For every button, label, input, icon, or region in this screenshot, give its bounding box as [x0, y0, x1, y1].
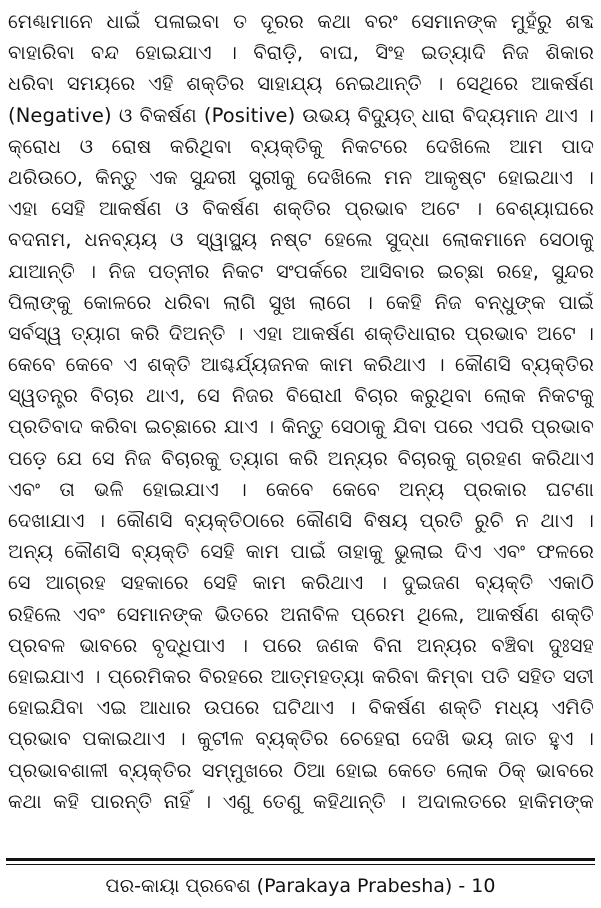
text-line: (Negative) ଓ ବିକର୍ଷଣ (Positive) ଉଭୟ ବିଦ୍ୟୁତ୍ ଧାରା ବିଦ୍ୟମାନ ଥାଏ ।	[8, 103, 594, 127]
text-line: କେବେ କେବେ ଏ ଶକ୍ତି ଆଶ୍ଚର୍ଯ୍ୟଜନକ କାମ କରିଥାଏ । କୌଣସି ବ୍ୟକ୍ତିର	[8, 353, 594, 377]
text-line: ଦେଖାଯାଏ । କୌଣସି ବ୍ୟକ୍ତିଠାରେ କୌଣସି ବିଷୟ ପ୍ରତି ରୁଚି ନ ଥାଏ ।	[8, 509, 594, 532]
text-line: ଥରିଉଠେ, କିନ୍ତୁ ଏକ ସୁନ୍ଦରୀ ସ୍ତ୍ରୀକୁ ଦେଖିଲେ ମନ ଆକୃଷ୍ଟ ହୋଇଥାଏ ।	[8, 165, 594, 189]
text-line: ବାହାରିବା ବନ୍ଦ ହୋଇଯାଏ । ବିରାଡ଼ି, ବାଘ, ସିଂହ ଇତ୍ୟାଦି ନିଜ ଶିକାର	[8, 41, 594, 65]
text-line: ପ୍ରତିବାଦ କରିବା ଇଚ୍ଛାରେ ଯାଏ । କିନ୍ତୁ ସେଠାକୁ ଯିବା ପରେ ଏପରି ପ୍ରଭାବ	[8, 415, 594, 439]
text-line: କ୍ରୋଧ ଓ ରୋଷ କରିଥିବା ବ୍ୟକ୍ତିକୁ ନିକଟରେ ଦେଖିଲେ ଆମ ପାଦ	[8, 134, 594, 158]
text-line: ପିଲାଙ୍କୁ କୋଳରେ ଧରିବା ଲାଗି ସୁଖ ଲାଗେ । କେହି ନିଜ ବନ୍ଧୁଙ୍କ ପାଇଁ	[8, 290, 594, 314]
text-line: ଅନ୍ୟ କୌଣସି ବ୍ୟକ୍ତି ସେହି କାମ ପାଇଁ ତାହାକୁ ଭୁଲାଇ ଦିଏ ଏବଂ ଫଳରେ	[8, 540, 594, 564]
text-line: କଥା କହି ପାରନ୍ତି ନାହିଁ । ଏଣୁ ତେଣୁ କହିଥାନ୍ତି । ଅଦାଲତରେ ହାକିମଙ୍କ	[8, 789, 594, 813]
text-line: ଏବଂ ତା ଭଳି ହୋଇଯାଏ । କେବେ କେବେ ଅନ୍ୟ ପ୍ରକାର ଘଟଣା	[8, 477, 594, 501]
text-line: ଏହା ସେହି ଆକର୍ଷଣ ଓ ବିକର୍ଷଣ ଶକ୍ତିର ପ୍ରଭାବ ଅଟେ । ବେଶ୍ୟାଘରେ	[8, 197, 594, 221]
text-line: ପ୍ରଭାବ ପକାଇଥାଏ । କୁଟୀଳ ବ୍ୟକ୍ତିର ଚେହେରା ଦେଖି ଭୟ ଜାତ ହୁଏ ।	[8, 727, 594, 751]
text-line: ସ୍ୱତନ୍ତ୍ର ବିଚାର ଥାଏ, ସେ ନିଜର ବିରୋଧୀ ବିଚାର କରୁଥିବା ଲୋକ ନିକଟକୁ	[8, 384, 594, 408]
body-text	[8, 6, 594, 817]
page-footer: ପର-କାୟା ପ୍ରବେଶ (Parakaya Prabesha) - 10	[105, 875, 496, 897]
text-line: ହୋଇଯିବା ଏଇ ଆଧାର ଉପରେ ଘଟିଥାଏ । ବିକର୍ଷଣ ଶକ୍ତି ମଧ୍ୟ ଏମିତି	[8, 696, 594, 720]
text-line: ମେଣ୍ଢାମାନେ ଧାଇଁ ପଳାଇବା ତ ଦୂରର କଥା ବରଂ ସେମାନଙ୍କ ମୁହଁରୁ ଶବ୍ଦ	[8, 10, 594, 33]
text-line: ପ୍ରଭାବଶାଳୀ ବ୍ୟକ୍ତିର ସମ୍ମୁଖରେ ଠିଆ ହୋଇ କେତେ ଲୋକ ଠିକ୍ ଭାବରେ	[8, 758, 594, 782]
text-line: ସର୍ବସ୍ୱ ତ୍ୟାଗ କରି ଦିଅନ୍ତି । ଏହା ଆକର୍ଷଣ ଶକ୍ତିଧାରାର ପ୍ରଭାବ ଅଟେ ।	[8, 321, 594, 345]
footer-rule-thin	[6, 864, 595, 865]
footer-rule-thick	[6, 858, 595, 861]
text-line: ଧରିବା ସମୟରେ ଏହି ଶକ୍ତିର ସାହାଯ୍ୟ ନେଇଥାନ୍ତି । ସେଥିରେ ଆକର୍ଷଣ	[8, 72, 594, 96]
text-line: ହୋଇଯାଏ । ପ୍ରେମିକର ବିରହରେ ଆତ୍ମହତ୍ୟା କରିବା କିମ୍ବା ପତି ସହିତ ସତୀ	[8, 664, 594, 688]
text-line: ବଦନାମ, ଧନବ୍ୟୟ ଓ ସ୍ୱାସ୍ଥ୍ୟ ନଷ୍ଟ ହେଲେ ସୁଦ୍ଧା ଲୋକମାନେ ସେଠାକୁ	[8, 228, 594, 252]
text-line: ପ୍ରବଳ ଭାବରେ ବୃଦ୍ଧିପାଏ । ପରେ ଜଣକ ବିନା ଅନ୍ୟର ବଞ୍ଚିବା ଦୁଃସହ	[8, 633, 594, 657]
text-line: ପଡ଼େ ଯେ ସେ ନିଜ ବିଚାରକୁ ତ୍ୟାଗ କରି ଅନ୍ୟର ବିଚାରକୁ ଗ୍ରହଣ କରିଥାଏ	[8, 446, 594, 470]
text-line: ସେ ଆଗ୍ରହ ସହକାରେ ସେହି କାମ କରିଥାଏ । ଦୁଇଜଣ ବ୍ୟକ୍ତି ଏକାଠି	[8, 571, 594, 595]
text-line: ରହିଲେ ଏବଂ ସେମାନଙ୍କ ଭିତରେ ଅନାବିଳ ପ୍ରେମ ଥିଲେ, ଆକର୍ଷଣ ଶକ୍ତି	[8, 602, 594, 626]
text-line: ଯାଆନ୍ତି । ନିଜ ପତ୍ନୀର ନିକଟ ସଂପର୍କରେ ଆସିବାର ଇଚ୍ଛା ରହେ, ସୁନ୍ଦର	[8, 259, 594, 283]
